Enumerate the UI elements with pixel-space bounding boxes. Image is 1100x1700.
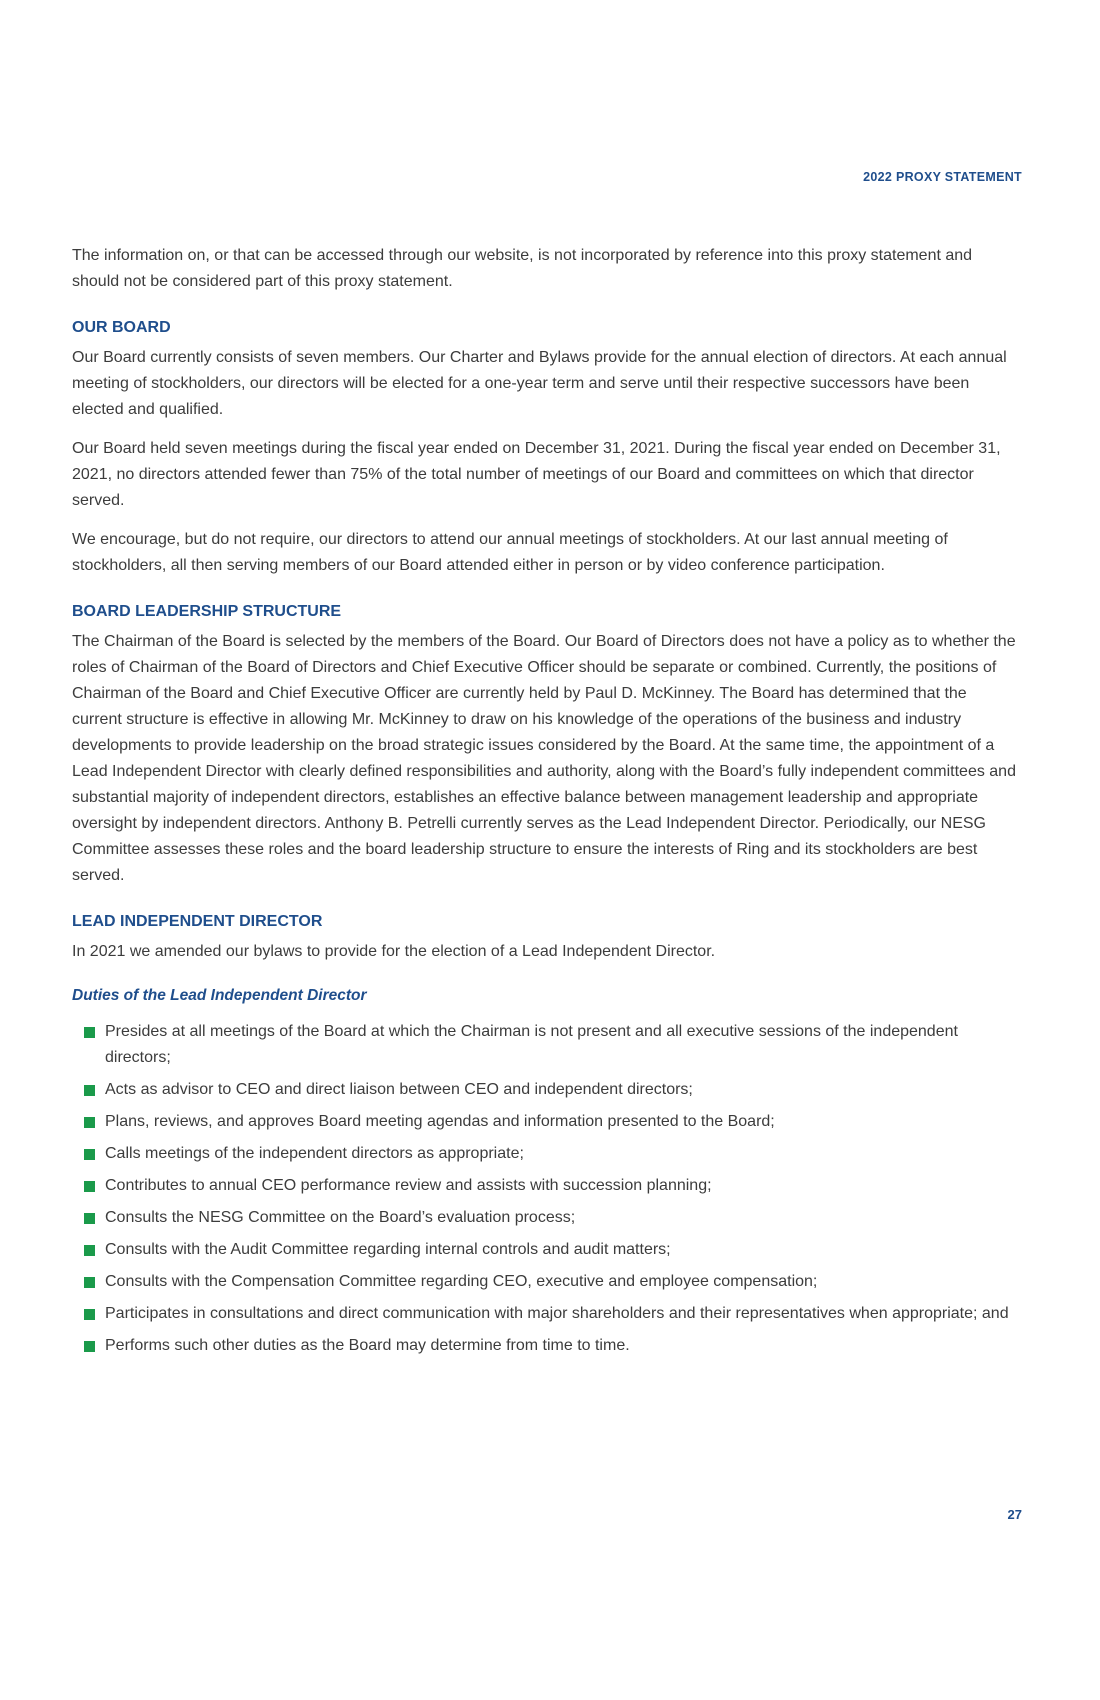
duty-item xyxy=(72,1301,1020,1327)
duty-item xyxy=(72,1237,1020,1263)
green-square-bullet-icon xyxy=(84,1341,95,1352)
page-content xyxy=(72,243,1020,1365)
our-board-paragraph-1: Our Board currently consists of seven members. Our Charter and Bylaws provide for the annual election of directors. At each annual meeting of stockholders, our directors will be elected for a one-year term and serve until their respective successors have been elected and qualified. xyxy=(72,349,1007,418)
green-square-bullet-icon xyxy=(84,1309,95,1320)
green-square-bullet-icon xyxy=(84,1181,95,1192)
green-square-bullet-icon xyxy=(84,1027,95,1038)
our-board-heading: OUR BOARD xyxy=(72,319,171,336)
duty-text: Acts as advisor to CEO and direct liaison between CEO and independent directors; xyxy=(105,1081,693,1098)
intro-paragraph: The information on, or that can be accessed through our website, is not incorporated by reference into this proxy statement and should not be considered part of this proxy statement. xyxy=(72,247,973,290)
document-header: 2022 PROXY STATEMENT xyxy=(863,170,1022,184)
green-square-bullet-icon xyxy=(84,1085,95,1096)
duty-text: Consults the NESG Committee on the Board’s evaluation process; xyxy=(105,1209,576,1226)
duty-text: Consults with the Audit Committee regarding internal controls and audit matters; xyxy=(105,1241,671,1258)
green-square-bullet-icon xyxy=(84,1277,95,1288)
lead-director-heading: LEAD INDEPENDENT DIRECTOR xyxy=(72,913,323,930)
duty-item xyxy=(72,1141,1020,1167)
our-board-paragraph-3: We encourage, but do not require, our directors to attend our annual meetings of stockholders. At our last annual meeting of stockholders, all then serving members of our Board attended either in person or by video conference participation. xyxy=(72,531,948,574)
duty-text: Contributes to annual CEO performance review and assists with succession planning; xyxy=(105,1177,712,1194)
green-square-bullet-icon xyxy=(84,1213,95,1224)
duties-heading: Duties of the Lead Independent Director xyxy=(72,987,367,1004)
duty-text: Participates in consultations and direct communication with major shareholders and their representatives when appropriate; and xyxy=(105,1305,1009,1322)
lead-director-paragraph: In 2021 we amended our bylaws to provide for the election of a Lead Independent Director. xyxy=(72,943,716,960)
duties-list xyxy=(72,1019,1020,1359)
duty-item xyxy=(72,1109,1020,1135)
duty-item xyxy=(72,1077,1020,1103)
duty-text: Consults with the Compensation Committee regarding CEO, executive and employee compensation; xyxy=(105,1273,818,1290)
duty-text: Presides at all meetings of the Board at which the Chairman is not present and all executive sessions of the independent directors; xyxy=(105,1023,958,1066)
green-square-bullet-icon xyxy=(84,1117,95,1128)
duty-item xyxy=(72,1019,1020,1071)
green-square-bullet-icon xyxy=(84,1149,95,1160)
duty-item xyxy=(72,1333,1020,1359)
duty-text: Calls meetings of the independent directors as appropriate; xyxy=(105,1145,524,1162)
duty-text: Performs such other duties as the Board may determine from time to time. xyxy=(105,1337,630,1354)
our-board-paragraph-2: Our Board held seven meetings during the fiscal year ended on December 31, 2021. During the fiscal year ended on December 31, 2021, no directors attended fewer than 75% of the total number of meetings of our Board and committees on which that director served. xyxy=(72,440,1001,509)
duty-text: Plans, reviews, and approves Board meeting agendas and information presented to the Board; xyxy=(105,1113,775,1130)
green-square-bullet-icon xyxy=(84,1245,95,1256)
duty-item xyxy=(72,1269,1020,1295)
duty-item xyxy=(72,1173,1020,1199)
page-number: 27 xyxy=(1007,1507,1022,1522)
leadership-paragraph: The Chairman of the Board is selected by the members of the Board. Our Board of Directors does not have a policy as to whether the roles of Chairman of the Board of Directors and Chief Executive Officer should be separate or combined. Currently, the positions of Chairman of the Board and Chief Executive Officer are currently held by Paul D. McKinney. The Board has determined that the current structure is effective in allowing Mr. McKinney to draw on his knowledge of the operations of the business and industry developments to provide leadership on the broad strategic issues considered by the Board. At the same time, the appointment of a Lead Independent Director with clearly defined responsibilities and authority, along with the Board’s fully independent committees and substantial majority of independent directors, establishes an effective balance between management leadership and appropriate oversight by independent directors. Anthony B. Petrelli currently serves as the Lead Independent Director. Periodically, our NESG Committee assesses these roles and the board leadership structure to ensure the interests of Ring and its stockholders are best served. xyxy=(72,633,1016,884)
leadership-heading: BOARD LEADERSHIP STRUCTURE xyxy=(72,603,342,620)
duty-item xyxy=(72,1205,1020,1231)
